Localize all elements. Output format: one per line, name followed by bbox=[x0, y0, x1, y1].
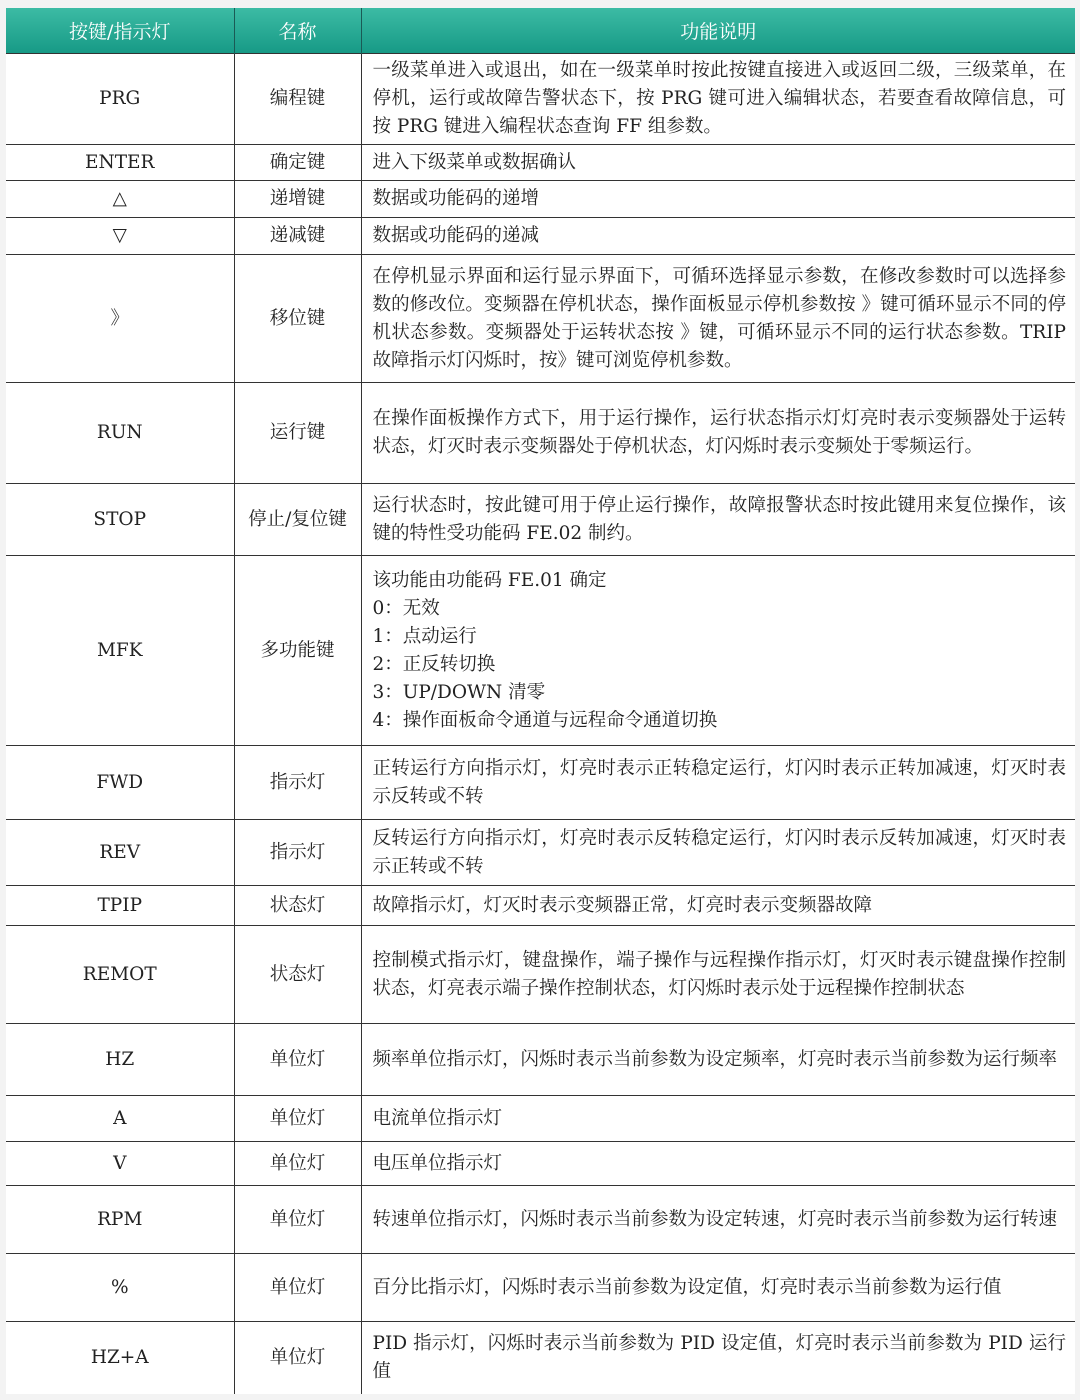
table-body bbox=[6, 54, 1075, 1394]
table-header bbox=[6, 8, 1075, 54]
description-cell: 频率单位指示灯，闪烁时表示当前参数为设定频率，灯亮时表示当前参数为运行频率 bbox=[361, 1024, 1075, 1096]
table-row bbox=[6, 1322, 1075, 1394]
key-cell: % bbox=[6, 1254, 234, 1322]
name-cell: 单位灯 bbox=[234, 1142, 361, 1186]
name-cell: 移位键 bbox=[234, 255, 361, 383]
header-row bbox=[6, 8, 1075, 54]
description-cell: 电压单位指示灯 bbox=[361, 1142, 1075, 1186]
description-cell: 数据或功能码的递增 bbox=[361, 181, 1075, 218]
name-cell: 单位灯 bbox=[234, 1186, 361, 1254]
name-cell: 停止/复位键 bbox=[234, 484, 361, 556]
key-cell: ENTER bbox=[6, 145, 234, 181]
table-row bbox=[6, 181, 1075, 218]
table-row bbox=[6, 383, 1075, 484]
name-cell: 单位灯 bbox=[234, 1096, 361, 1142]
header-description: 功能说明 bbox=[361, 8, 1075, 54]
key-cell: REV bbox=[6, 820, 234, 886]
key-cell: 》 bbox=[6, 255, 234, 383]
description-cell: 反转运行方向指示灯，灯亮时表示反转稳定运行，灯闪时表示反转加减速，灯灭时表示正转或不转 bbox=[361, 820, 1075, 886]
table-row bbox=[6, 218, 1075, 255]
table-row bbox=[6, 1254, 1075, 1322]
description-cell: 运行状态时，按此键可用于停止运行操作，故障报警状态时按此键用来复位操作，该键的特性受功能码 FE.02 制约。 bbox=[361, 484, 1075, 556]
description-cell: 电流单位指示灯 bbox=[361, 1096, 1075, 1142]
description-cell: 在停机显示界面和运行显示界面下，可循环选择显示参数，在修改参数时可以选择参数的修改位。变频器在停机状态，操作面板显示停机参数按 》键可循环显示不同的停机状态参数。变频器处于运转状态按 》键，可循环显示不同的运行状态参数。TRIP 故障指示灯闪烁时，按》键可浏览停机参数。 bbox=[361, 255, 1075, 383]
name-cell: 单位灯 bbox=[234, 1024, 361, 1096]
table-row bbox=[6, 484, 1075, 556]
table-row bbox=[6, 1096, 1075, 1142]
key-cell: ▽ bbox=[6, 218, 234, 255]
name-cell: 单位灯 bbox=[234, 1254, 361, 1322]
key-cell: MFK bbox=[6, 556, 234, 746]
header-name: 名称 bbox=[234, 8, 361, 54]
name-cell: 运行键 bbox=[234, 383, 361, 484]
key-cell: TPIP bbox=[6, 886, 234, 926]
name-cell: 状态灯 bbox=[234, 886, 361, 926]
description-cell: PID 指示灯，闪烁时表示当前参数为 PID 设定值，灯亮时表示当前参数为 PID 运行值 bbox=[361, 1322, 1075, 1394]
table-row bbox=[6, 1024, 1075, 1096]
table-row bbox=[6, 820, 1075, 886]
description-cell bbox=[361, 556, 1075, 746]
table-row bbox=[6, 54, 1075, 145]
name-cell: 递增键 bbox=[234, 181, 361, 218]
key-cell: A bbox=[6, 1096, 234, 1142]
mfk-line: 4：操作面板命令通道与远程命令通道切换 bbox=[372, 709, 718, 731]
table-row bbox=[6, 1142, 1075, 1186]
key-cell: STOP bbox=[6, 484, 234, 556]
key-cell: HZ+A bbox=[6, 1322, 234, 1394]
description-cell: 百分比指示灯，闪烁时表示当前参数为设定值，灯亮时表示当前参数为运行值 bbox=[361, 1254, 1075, 1322]
key-cell: REMOT bbox=[6, 926, 234, 1024]
name-cell: 状态灯 bbox=[234, 926, 361, 1024]
description-cell: 一级菜单进入或退出，如在一级菜单时按此按键直接进入或返回二级，三级菜单，在停机，运行或故障告警状态下，按 PRG 键可进入编辑状态，若要查看故障信息，可按 PRG 键进入编程状态查询 FF 组参数。 bbox=[361, 54, 1075, 145]
mfk-line: 1：点动运行 bbox=[372, 625, 477, 647]
mfk-line: 2：正反转切换 bbox=[372, 653, 496, 675]
description-cell: 数据或功能码的递减 bbox=[361, 218, 1075, 255]
description-cell: 控制模式指示灯，键盘操作，端子操作与远程操作指示灯，灯灭时表示键盘操作控制状态，灯亮表示端子操作控制状态，灯闪烁时表示处于远程操作控制状态 bbox=[361, 926, 1075, 1024]
key-cell: RUN bbox=[6, 383, 234, 484]
description-cell: 在操作面板操作方式下，用于运行操作，运行状态指示灯灯亮时表示变频器处于运转状态，灯灭时表示变频器处于停机状态，灯闪烁时表示变频处于零频运行。 bbox=[361, 383, 1075, 484]
table-row bbox=[6, 255, 1075, 383]
description-cell: 转速单位指示灯，闪烁时表示当前参数为设定转速，灯亮时表示当前参数为运行转速 bbox=[361, 1186, 1075, 1254]
key-cell: PRG bbox=[6, 54, 234, 145]
key-cell: HZ bbox=[6, 1024, 234, 1096]
description-cell: 正转运行方向指示灯，灯亮时表示正转稳定运行，灯闪时表示正转加减速，灯灭时表示反转或不转 bbox=[361, 746, 1075, 820]
table-row bbox=[6, 886, 1075, 926]
name-cell: 编程键 bbox=[234, 54, 361, 145]
key-function-table bbox=[6, 8, 1075, 1394]
name-cell: 确定键 bbox=[234, 145, 361, 181]
name-cell: 多功能键 bbox=[234, 556, 361, 746]
name-cell: 指示灯 bbox=[234, 746, 361, 820]
mfk-line: 0：无效 bbox=[372, 597, 440, 619]
description-cell: 进入下级菜单或数据确认 bbox=[361, 145, 1075, 181]
key-cell: RPM bbox=[6, 1186, 234, 1254]
name-cell: 指示灯 bbox=[234, 820, 361, 886]
mfk-line: 该功能由功能码 FE.01 确定 bbox=[372, 569, 607, 591]
header-key: 按键/指示灯 bbox=[6, 8, 234, 54]
function-table-container bbox=[6, 8, 1075, 1394]
name-cell: 递减键 bbox=[234, 218, 361, 255]
table-row bbox=[6, 145, 1075, 181]
table-row bbox=[6, 746, 1075, 820]
key-cell: V bbox=[6, 1142, 234, 1186]
key-cell: △ bbox=[6, 181, 234, 218]
key-cell: FWD bbox=[6, 746, 234, 820]
table-row bbox=[6, 556, 1075, 746]
name-cell: 单位灯 bbox=[234, 1322, 361, 1394]
table-row bbox=[6, 1186, 1075, 1254]
mfk-line: 3：UP/DOWN 清零 bbox=[372, 681, 546, 703]
table-row bbox=[6, 926, 1075, 1024]
description-cell: 故障指示灯，灯灭时表示变频器正常，灯亮时表示变频器故障 bbox=[361, 886, 1075, 926]
